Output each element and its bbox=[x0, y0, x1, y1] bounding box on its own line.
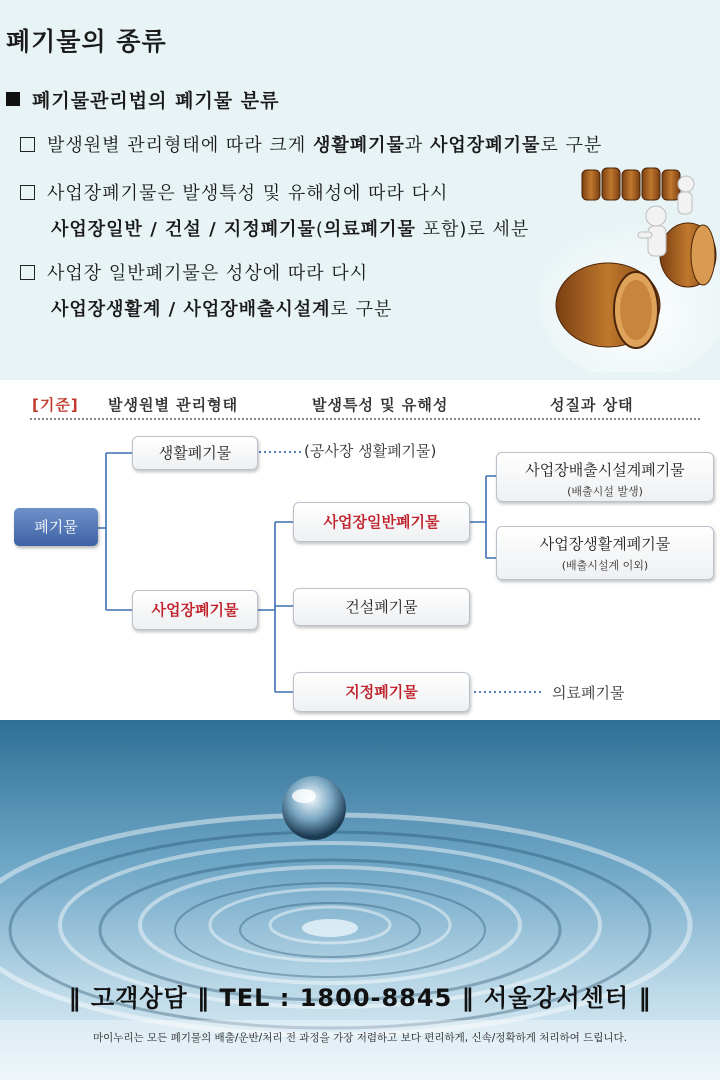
bullet-bold: 의료폐기물 bbox=[323, 219, 416, 240]
bullet-text: 과 bbox=[404, 135, 431, 156]
checkbox-square-icon bbox=[20, 137, 35, 152]
node-living-waste bbox=[496, 526, 714, 580]
household-note: (공사장 생활폐기물) bbox=[304, 442, 437, 460]
node-sublabel: (배출시설계 이외) bbox=[561, 559, 649, 572]
bullet-item-2 bbox=[20, 176, 529, 248]
barrels-illustration bbox=[538, 160, 720, 372]
bullet-text: 포함)로 세분 bbox=[415, 219, 530, 240]
medical-note: 의료폐기물 bbox=[552, 684, 625, 702]
node-label: 사업장생활계폐기물 bbox=[539, 535, 671, 553]
node-sublabel: (배출시설 발생) bbox=[567, 485, 643, 498]
bullet-text: 발생원별 관리형태에 따라 크게 bbox=[47, 135, 313, 156]
classification-diagram bbox=[0, 380, 720, 720]
intro-section bbox=[0, 0, 720, 380]
water-drop-image bbox=[0, 720, 720, 1080]
checkbox-square-icon bbox=[20, 185, 35, 200]
column-header: 발생원별 관리형태 bbox=[108, 396, 239, 414]
node-construction-waste bbox=[293, 588, 470, 626]
node-label: 생활폐기물 bbox=[158, 444, 232, 462]
node-label: 사업장배출시설계폐기물 bbox=[525, 461, 685, 479]
node-label: 사업장폐기물 bbox=[151, 601, 239, 619]
criteria-label: [기준] bbox=[32, 396, 79, 414]
bullet-text: 사업장 일반폐기물은 성상에 따라 다시 bbox=[47, 263, 369, 284]
bullet-item-1 bbox=[20, 128, 602, 164]
node-designated-waste bbox=[293, 672, 470, 712]
bullet-item-3 bbox=[20, 256, 392, 328]
bullet-bold: 사업장폐기물 bbox=[430, 135, 541, 156]
bullet-text: 로 구분 bbox=[330, 299, 393, 320]
node-root-waste: 폐기물 bbox=[14, 508, 98, 546]
checkbox-square-icon bbox=[20, 265, 35, 280]
column-header: 발생특성 및 유해성 bbox=[312, 396, 449, 414]
node-label: 지정폐기물 bbox=[345, 683, 418, 701]
bullet-bold: 사업장일반 / 건설 / 지정폐기물 bbox=[51, 219, 316, 240]
node-label: 건설폐기물 bbox=[345, 598, 418, 616]
column-header: 성질과 상태 bbox=[550, 396, 634, 414]
bullet-text: ( bbox=[315, 219, 324, 240]
black-square-icon bbox=[6, 92, 20, 106]
section-heading-text: 폐기물관리법의 폐기물 분류 bbox=[32, 90, 280, 112]
node-label: 사업장일반폐기물 bbox=[323, 513, 440, 531]
bullet-bold: 생활폐기물 bbox=[312, 135, 405, 156]
bullet-bold: 사업장생활계 / 사업장배출시설계 bbox=[51, 299, 331, 320]
node-business-waste bbox=[132, 590, 258, 630]
section-heading bbox=[6, 86, 279, 113]
node-business-general-waste bbox=[293, 502, 470, 542]
node-household-waste bbox=[132, 436, 258, 470]
footer-tagline: 마이누리는 모든 폐기물의 배출/운반/처리 전 과정을 가장 저렴하고 보다 편리하게, 신속/정확하게 처리하여 드립니다. bbox=[92, 1032, 628, 1044]
water-drop-banner bbox=[0, 720, 720, 1080]
contact-line: ‖ 고객상담 ‖ TEL : 1800-8845 ‖ 서울강서센터 ‖ bbox=[68, 984, 652, 1012]
bullet-text: 사업장폐기물은 발생특성 및 유해성에 따라 다시 bbox=[47, 183, 449, 204]
bullet-text: 로 구분 bbox=[540, 135, 603, 156]
page-title: 폐기물의 종류 bbox=[6, 27, 167, 56]
node-facility-waste bbox=[496, 452, 714, 502]
